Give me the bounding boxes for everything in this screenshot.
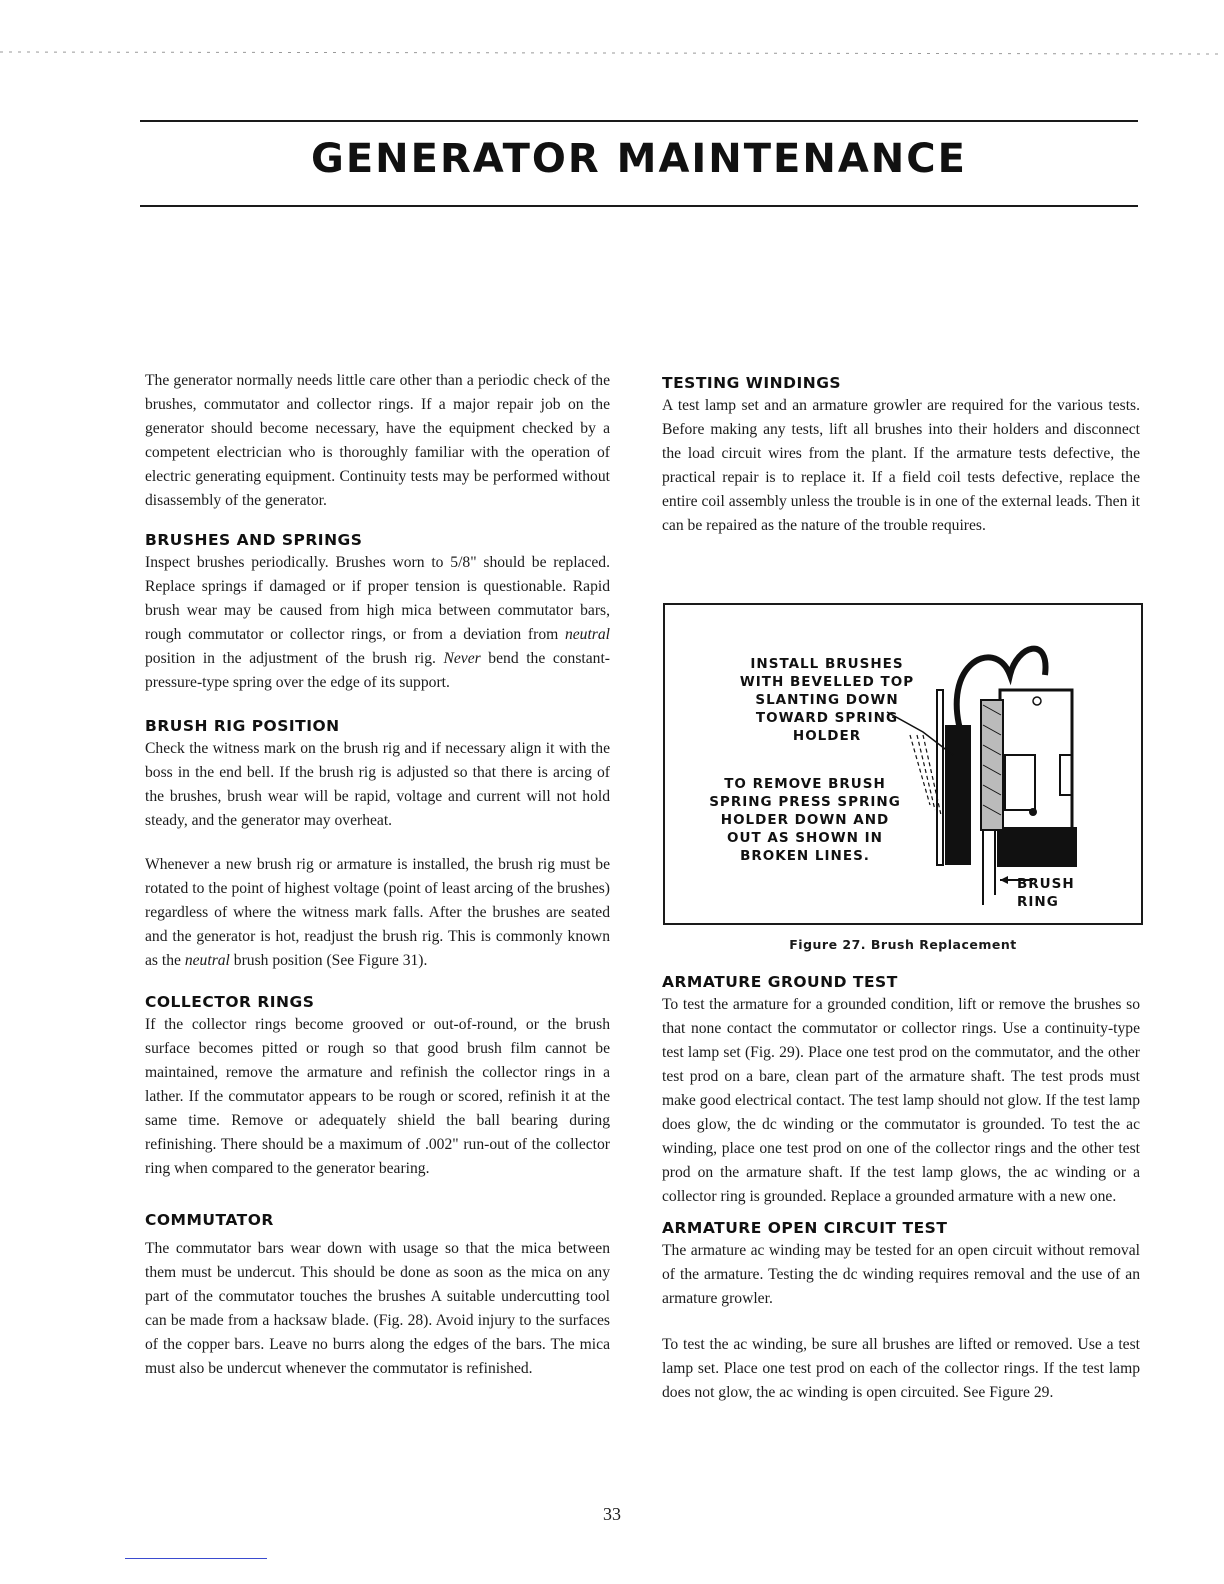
install-brushes-label: INSTALL BRUSHES WITH BEVELLED TOP SLANTING DOWN TOWARD SPRING HOLDER — [739, 656, 915, 744]
right-column-top — [662, 372, 1140, 538]
remove-brush-label: TO REMOVE BRUSH SPRING PRESS SPRING HOLDER DOWN AND OUT AS SHOWN IN BROKEN LINES. — [709, 776, 901, 864]
top-rule — [140, 120, 1138, 122]
brush-block — [997, 827, 1077, 867]
intro-paragraph: The generator normally needs little care other than a periodic check of the brushes, commutator and collector rings. If a major repair job on the generator should become necessary, have the equipment checked by a competent electrician who is thoroughly familiar with the operation of electric generating equipment. Continuity tests may be performed without disassembly of the generator. — [145, 372, 610, 509]
right-column-bottom — [662, 971, 1140, 1405]
commutator-ring — [945, 725, 971, 865]
left-column — [145, 369, 610, 1381]
commutator-heading: COMMUTATOR — [145, 1211, 274, 1229]
scan-artifact — [0, 40, 1224, 64]
page-title: GENERATOR MAINTENANCE — [311, 136, 967, 182]
testing-heading: TESTING WINDINGS — [662, 374, 842, 392]
title-rule — [140, 205, 1138, 207]
ring-edge — [937, 690, 943, 865]
rig-em-neutral: neutral — [184, 952, 230, 969]
collector-heading: COLLECTOR RINGS — [145, 993, 315, 1011]
brushes-heading: BRUSHES AND SPRINGS — [145, 531, 363, 549]
brushes-em-neutral: neutral — [564, 626, 610, 643]
brushes-text-1: Inspect brushes periodically. Brushes worn to 5/8" should be replaced. Replace springs if damaged or if proper tension is questionable. Rapid brush wear may be caused from high mica between commutator bars, rough commutator or collector rings, or from a deviation from — [145, 554, 610, 643]
armature-open-paragraph-2: To test the ac winding, be sure all brushes are lifted or removed. Use a test lamp set. Place one test prod on each of the collector rings. If the test lamp does not glow, the ac winding is open circuited. See Figure 29. — [662, 1336, 1140, 1401]
brush-assembly-drawing — [665, 605, 1141, 923]
brush-replacement-figure — [663, 603, 1143, 925]
brush-ring-label: BRUSH RING — [1017, 876, 1075, 910]
brushes-paragraph — [145, 551, 610, 695]
armature-ground-paragraph: To test the armature for a grounded condition, lift or remove the brushes so that none contact the commutator or collector rings. Use a continuity-type test lamp set (Fig. 29). Place one test prod on the commutator, and the other test prod on a bare, clean part of the armature shaft. The test prods must make good electrical contact. The test lamp should not glow. If the test lamp does glow, the dc winding or the commutator is grounded. To test the ac winding, place one test prod on one of the collector rings and the other test prod on the armature shaft. If the test lamp glows, the ac winding or a collector ring is grounded. Replace a grounded armature with a new one. — [662, 996, 1140, 1205]
brush-rig-paragraph-2 — [145, 853, 610, 973]
ring-arrow-icon — [1000, 876, 1008, 884]
armature-open-paragraph: The armature ac winding may be tested for an open circuit without removal of the armature. Testing the dc winding requires removal and the use of an armature growler. — [662, 1242, 1140, 1307]
brushes-text-2: position in the adjustment of the brush rig. — [145, 650, 444, 667]
bottom-edge-line — [125, 1558, 267, 1559]
armature-open-heading: ARMATURE OPEN CIRCUIT TEST — [662, 1219, 948, 1237]
brush-rig-heading: BRUSH RIG POSITION — [145, 717, 340, 735]
testing-paragraph: A test lamp set and an armature growler are required for the various tests. Before making any tests, lift all brushes into their holders and disconnect the load circuit wires from the plant. If the armature tests defective, the practical repair is to replace it. If a field coil tests defective, replace the entire coil assembly unless the trouble is in one of the external leads. Then it can be repaired as the nature of the trouble requires. — [662, 397, 1140, 534]
figure-caption: Figure 27. Brush Replacement — [789, 937, 1017, 952]
page-number: 33 — [603, 1504, 621, 1524]
rig-text-2a: Whenever a new brush rig or armature is installed, the brush rig must be rotated to the point of highest voltage (point of least arcing of the brushes) regardless of where the witness mark falls. After the brushes are seated and the generator is hot, readjust the brush rig. This is commonly known as the — [145, 856, 610, 969]
brushes-em-never: Never — [443, 650, 481, 667]
collector-paragraph: If the collector rings become grooved or out-of-round, or the brush surface becomes pitted or rough so that good brush film cannot be maintained, remove the armature and refinish the collector rings in a lather. If the commutator appears to be rough or scored, refinish it at the same time. Remove or adequately shield the ball bearing during refinishing. There should be a maximum of .002" run-out of the collector ring when compared to the generator bearing. — [145, 1016, 610, 1177]
rig-text-2b: brush position (See Figure 31). — [229, 952, 428, 969]
brush-rig-paragraph: Check the witness mark on the brush rig and if necessary align it with the boss in the end bell. If the brush rig is adjusted so that there is arcing of the brushes, brush wear will be rapid, voltage and current will not hold steady, and the generator may overheat. — [145, 740, 610, 829]
armature-ground-heading: ARMATURE GROUND TEST — [662, 973, 898, 991]
brushes-text-3: bend the constant-pressure-type spring over the edge of its support. — [145, 650, 611, 691]
commutator-paragraph: The commutator bars wear down with usage so that the mica between them must be undercut. This should be done as soon as the mica on any part of the commutator touches the brushes A suitable undercutting tool can be made from a hacksaw blade. (Fig. 28). Avoid injury to the surfaces of the copper bars. Leave no burrs along the edges of the bars. The mica must also be undercut whenever the commutator is refinished. — [145, 1240, 610, 1377]
